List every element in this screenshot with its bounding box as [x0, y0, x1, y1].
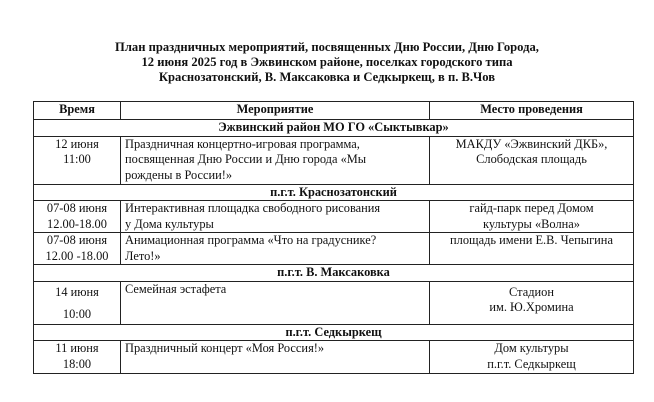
time-date: 07-08 июня	[46, 201, 108, 215]
section-row	[34, 265, 634, 282]
table-row	[34, 136, 634, 184]
table-row	[34, 341, 634, 374]
event-text: Лето!»	[125, 248, 161, 263]
place-text: Стадион	[509, 284, 554, 299]
event-text: Праздничный концерт «Моя Россия!»	[125, 341, 325, 355]
time-hours: 12.00-18.00	[47, 216, 107, 231]
section-row	[34, 184, 634, 201]
cell-time	[34, 281, 121, 324]
event-text: Анимационная программа «Что на градуснике?	[125, 233, 377, 247]
cell-time	[34, 201, 121, 233]
section-title: п.г.т. Краснозатонский	[34, 184, 634, 201]
time-date: 07-08 июня	[46, 233, 108, 247]
time-date: 11 июня	[55, 341, 99, 355]
place-text: площадь имени Е.В. Чепыгина	[450, 233, 613, 247]
place-text: МАКДУ «Эжвинский ДКБ»,	[455, 136, 608, 151]
cell-place	[430, 281, 634, 324]
time-hours: 18:00	[62, 356, 92, 371]
place-text: Слободская площадь	[476, 152, 587, 166]
events-table	[33, 101, 634, 374]
section-title: п.г.т. В. Максаковка	[34, 265, 634, 282]
section-title: п.г.т. Седкыркещ	[34, 324, 634, 341]
cell-event	[121, 281, 430, 324]
cell-place	[430, 233, 634, 265]
table-row	[34, 281, 634, 324]
event-text: у Дома культуры	[125, 216, 214, 231]
table-row	[34, 233, 634, 265]
table-row	[34, 201, 634, 233]
event-text: Интерактивная площадка свободного рисования	[125, 201, 381, 215]
table-header-row	[34, 102, 634, 120]
cell-time	[34, 341, 121, 374]
header-place: Место проведения	[430, 102, 634, 120]
title-line: Краснозатонский, В. Максаковка и Седкыркещ, в п. В.Чов	[158, 70, 496, 84]
section-row	[34, 324, 634, 341]
time-hours: 11:00	[63, 152, 91, 166]
cell-event	[121, 341, 430, 374]
section-row	[34, 120, 634, 137]
cell-time	[34, 233, 121, 265]
time-hours: 10:00	[62, 307, 92, 321]
cell-event	[121, 136, 430, 184]
cell-event	[121, 233, 430, 265]
cell-time	[34, 136, 121, 184]
event-text: рождены в России!»	[125, 167, 233, 182]
place-text: п.г.т. Седкыркещ	[487, 356, 576, 371]
section-title: Эжвинский район МО ГО «Сыктывкар»	[34, 120, 634, 137]
place-text: Дом культуры	[494, 341, 569, 355]
document-title	[60, 40, 594, 85]
event-text: Семейная эстафета	[125, 281, 227, 296]
cell-place	[430, 136, 634, 184]
cell-place	[430, 341, 634, 374]
cell-event	[121, 201, 430, 233]
time-hours: 12.00 -18.00	[45, 248, 109, 263]
title-line: 12 июня 2025 год в Эжвинском районе, поселках городского типа	[141, 55, 513, 69]
event-text: посвященная Дню России и Дню города «Мы	[125, 152, 367, 166]
cell-place	[430, 201, 634, 233]
place-text: культуры «Волна»	[483, 216, 580, 231]
title-line: План праздничных мероприятий, посвященных Дню России, Дню Города,	[115, 40, 539, 54]
header-event: Мероприятие	[121, 102, 430, 120]
time-date: 12 июня	[55, 136, 99, 151]
event-text: Праздничная концертно-игровая программа,	[125, 136, 360, 151]
time-date: 14 июня	[55, 284, 99, 299]
place-text: им. Ю.Хромина	[489, 300, 574, 314]
header-time: Время	[34, 102, 121, 120]
place-text: гайд-парк перед Домом	[469, 201, 594, 215]
